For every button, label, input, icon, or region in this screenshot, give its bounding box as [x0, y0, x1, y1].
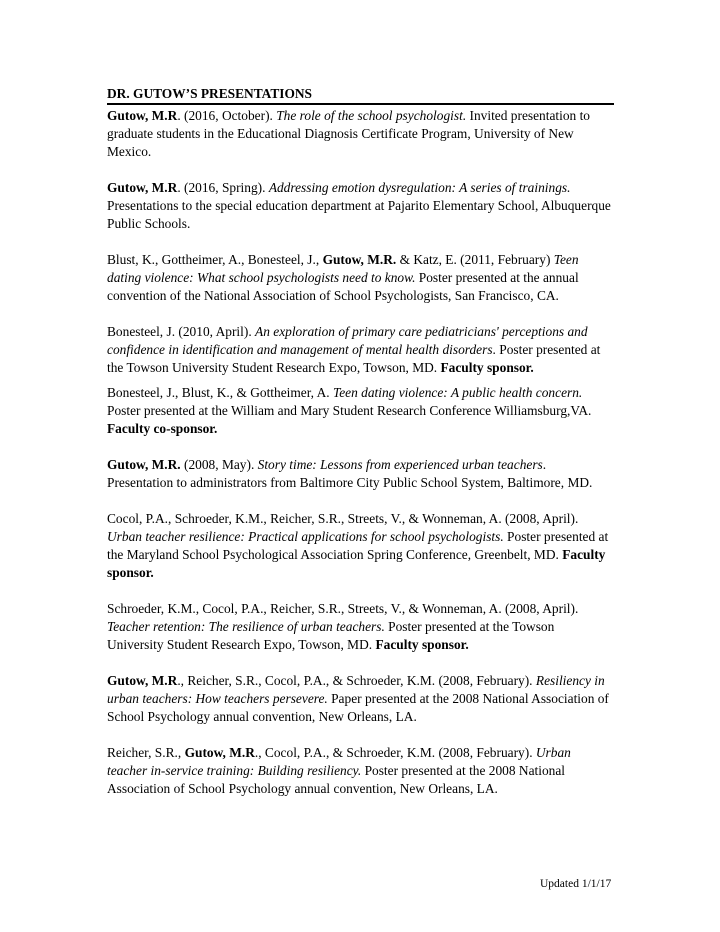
italic-title: Teen dating violence: A public health concern. [332, 385, 583, 400]
italic-title: An exploration of primary care pediatricians' perceptions and confidence in identification and management of mental health disorders [107, 324, 588, 357]
presentations-section [107, 86, 614, 798]
entry-text: Poster presented at the annual convention of the National Association of School Psychologists, San Francisco, CA. [107, 270, 579, 303]
bold-text: Faculty sponsor. [107, 547, 606, 580]
entry-text: Invited presentation to graduate students in the Educational Diagnosis Certificate Program, University of New Mexico. [107, 108, 591, 159]
bold-text: Gutow, M.R [107, 108, 178, 123]
presentation-entry [107, 672, 614, 726]
entry-text: . Presentation to administrators from Baltimore City Public School System, Baltimore, MD. [107, 457, 593, 490]
bold-text: Faculty sponsor. [440, 360, 534, 375]
entry-text: ., Reicher, S.R., Cocol, P.A., & Schroeder, K.M. (2008, February). [177, 673, 536, 688]
updated-date: Updated 1/1/17 [540, 878, 612, 890]
entry-text: Poster presented at the 2008 National Association of School Psychology annual convention, New Orleans, LA. [107, 763, 566, 796]
italic-title: Urban teacher in-service training: Building resiliency. [107, 745, 571, 778]
entry-text: Bonesteel, J. (2010, April). [107, 324, 256, 339]
presentation-entry [107, 600, 614, 654]
entry-text: Blust, K., Gottheimer, A., Bonesteel, J., [107, 252, 323, 267]
bold-text: Gutow, M.R [107, 180, 178, 195]
presentation-entry [107, 179, 614, 233]
entry-text: Poster presented at the William and Mary Student Research Conference Williamsburg,VA. [107, 403, 592, 418]
bold-text: Faculty sponsor. [375, 637, 469, 652]
entry-text: Paper presented at the 2008 National Association of School Psychology annual convention, New Orleans, LA. [107, 691, 609, 724]
italic-title: Urban teacher resilience: Practical applications for school psychologists. [107, 529, 504, 544]
bold-text: Gutow, M.R. [107, 457, 181, 472]
entry-text: & Katz, E. (2011, February) [396, 252, 554, 267]
bold-text: Gutow, M.R. [322, 252, 397, 267]
section-heading: DR. GUTOW’S PRESENTATIONS [107, 86, 614, 105]
bold-text: Gutow, M.R [184, 745, 255, 760]
entry-text: . (2016, Spring). [177, 180, 269, 195]
italic-title: Resiliency in urban teachers: How teachers persevere. [107, 673, 605, 706]
entry-text: (2008, May). [180, 457, 258, 472]
presentation-entry [107, 251, 614, 305]
presentation-entry [107, 323, 614, 377]
italic-title: The role of the school psychologist. [276, 108, 467, 123]
entry-text: ., Cocol, P.A., & Schroeder, K.M. (2008, February). [254, 745, 536, 760]
italic-title: Addressing emotion dysregulation: A series of trainings. [268, 180, 571, 195]
entry-text: Schroeder, K.M., Cocol, P.A., Reicher, S.R., Streets, V., & Wonneman, A. (2008, April). [107, 601, 579, 616]
bold-text: Faculty co-sponsor. [107, 421, 218, 436]
presentation-entry [107, 744, 614, 798]
entry-text: Bonesteel, J., Blust, K., & Gottheimer, A. [107, 385, 333, 400]
italic-title: Teacher retention: The resilience of urban teachers. [107, 619, 385, 634]
entry-text: . Poster presented at the Towson University Student Research Expo, Towson, MD. [107, 342, 601, 375]
entry-text: Cocol, P.A., Schroeder, K.M., Reicher, S.R., Streets, V., & Wonneman, A. (2008, April). [107, 511, 579, 526]
presentation-list [107, 107, 614, 798]
presentation-entry [107, 107, 614, 161]
italic-title: Teen dating violence: What school psychologists need to know. [107, 252, 579, 285]
presentation-entry [107, 384, 614, 438]
presentation-entry [107, 510, 614, 582]
entry-text: Poster presented at the Maryland School Psychological Association Spring Conference, Greenbelt, MD. [107, 529, 609, 562]
bold-text: Gutow, M.R [107, 673, 178, 688]
presentation-entry [107, 456, 614, 492]
entry-text: . (2016, October). [177, 108, 277, 123]
entry-text: Presentations to the special education department at Pajarito Elementary School, Albuquerque Public Schools. [107, 198, 611, 231]
italic-title: Story time: Lessons from experienced urban teachers [257, 457, 543, 472]
entry-text: Reicher, S.R., [107, 745, 185, 760]
entry-text: Poster presented at the Towson University Student Research Expo, Towson, MD. [107, 619, 555, 652]
